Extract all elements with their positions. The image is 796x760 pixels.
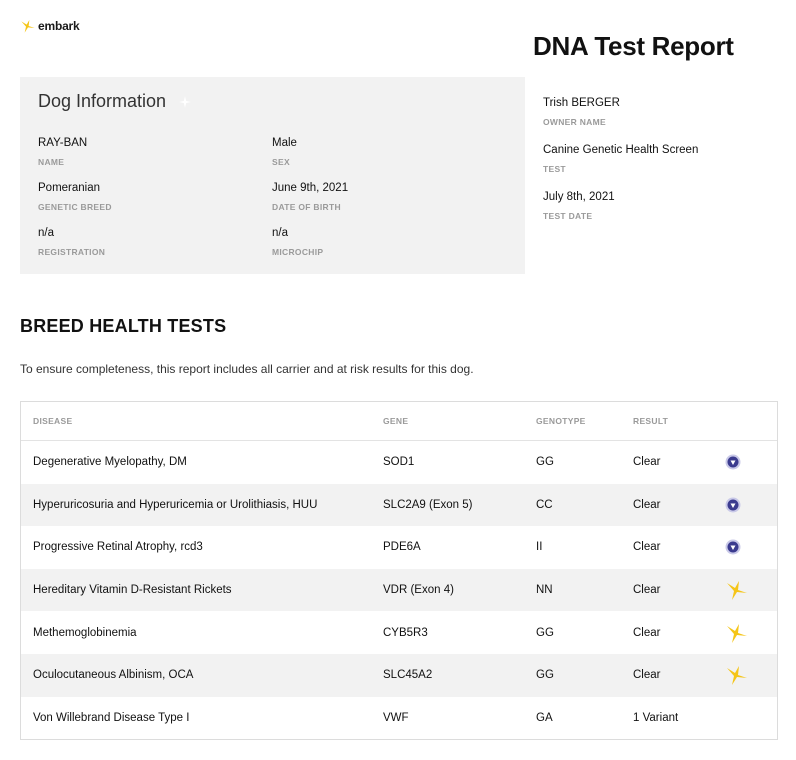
genotype-cell: NN xyxy=(536,584,553,597)
table-row xyxy=(21,697,777,740)
dog-microchip-field xyxy=(272,227,323,257)
dog-registration-field xyxy=(38,227,105,257)
embark-star-icon xyxy=(725,621,749,645)
dog-sex-field xyxy=(272,137,297,167)
result-cell: Clear xyxy=(633,541,661,554)
genotype-cell: CC xyxy=(536,498,553,511)
gene-cell: SLC2A9 (Exon 5) xyxy=(383,498,473,511)
dog-information-panel xyxy=(20,77,525,274)
disease-cell: Hereditary Vitamin D-Resistant Rickets xyxy=(33,584,232,597)
result-cell: Clear xyxy=(633,584,661,597)
result-cell: Clear xyxy=(633,456,661,469)
embark-star-icon xyxy=(725,578,749,602)
genotype-cell: GG xyxy=(536,669,554,682)
result-cell: Clear xyxy=(633,626,661,639)
breed-health-title: BREED HEALTH TESTS xyxy=(20,316,227,336)
breed-health-description: To ensure completeness, this report includes all carrier and at risk results for this dog. xyxy=(20,362,474,376)
embark-logo xyxy=(20,18,80,34)
table-row xyxy=(21,654,777,697)
shield-badge-icon xyxy=(725,497,741,513)
header-gene: GENE xyxy=(383,416,409,426)
table-row xyxy=(21,526,777,569)
dog-sex-label: SEX xyxy=(272,157,290,167)
sparkle-icon xyxy=(178,95,192,109)
report-title: DNA Test Report xyxy=(533,31,734,61)
owner-name-label: OWNER NAME xyxy=(543,117,606,127)
header-disease: DISEASE xyxy=(33,416,73,426)
results-table xyxy=(20,401,778,740)
genotype-cell: II xyxy=(536,541,543,554)
dog-breed-field xyxy=(38,182,112,212)
gene-cell: VWF xyxy=(383,711,409,724)
test-date-label: TEST DATE xyxy=(543,211,593,221)
gene-cell: SLC45A2 xyxy=(383,669,433,682)
disease-cell: Oculocutaneous Albinism, OCA xyxy=(33,669,194,682)
test-date-field xyxy=(543,191,698,221)
disease-cell: Von Willebrand Disease Type I xyxy=(33,711,190,724)
disease-cell: Methemoglobinemia xyxy=(33,626,137,639)
dog-breed-label: GENETIC BREED xyxy=(38,202,112,212)
dog-dob-value: June 9th, 2021 xyxy=(272,182,349,194)
dog-name-field xyxy=(38,137,87,167)
dog-name-value: RAY-BAN xyxy=(38,137,88,149)
dog-breed-value: Pomeranian xyxy=(38,182,101,194)
result-cell: 1 Variant xyxy=(633,711,679,724)
shield-badge-icon xyxy=(725,454,741,470)
owner-name-value: Trish BERGER xyxy=(543,97,620,109)
gene-cell: PDE6A xyxy=(383,541,421,554)
dog-microchip-label: MICROCHIP xyxy=(272,247,324,257)
embark-star-icon xyxy=(20,18,36,34)
table-row xyxy=(21,441,777,484)
dog-name-label: NAME xyxy=(38,157,65,167)
genotype-cell: GA xyxy=(536,711,553,724)
shield-badge-icon xyxy=(725,539,741,555)
disease-cell: Hyperuricosuria and Hyperuricemia or Urolithiasis, HUU xyxy=(33,498,318,511)
embark-star-icon xyxy=(725,663,749,687)
owner-info xyxy=(543,97,698,238)
dog-dob-label: DATE OF BIRTH xyxy=(272,202,341,212)
test-field xyxy=(543,144,698,174)
genotype-cell: GG xyxy=(536,456,554,469)
table-row xyxy=(21,611,777,654)
gene-cell: VDR (Exon 4) xyxy=(383,584,454,597)
disease-cell: Degenerative Myelopathy, DM xyxy=(33,456,187,469)
table-header xyxy=(21,402,777,441)
result-cell: Clear xyxy=(633,669,661,682)
logo-text: embark xyxy=(38,19,80,33)
disease-cell: Progressive Retinal Atrophy, rcd3 xyxy=(33,541,203,554)
dog-registration-label: REGISTRATION xyxy=(38,247,106,257)
test-date-value: July 8th, 2021 xyxy=(543,191,615,203)
test-label: TEST xyxy=(543,164,566,174)
test-value: Canine Genetic Health Screen xyxy=(543,144,699,156)
header-genotype: GENOTYPE xyxy=(536,416,586,426)
dog-registration-value: n/a xyxy=(38,227,54,239)
owner-name-field xyxy=(543,97,698,127)
header-result: RESULT xyxy=(633,416,669,426)
dog-microchip-value: n/a xyxy=(272,227,288,239)
gene-cell: CYB5R3 xyxy=(383,626,428,639)
table-row xyxy=(21,484,777,527)
gene-cell: SOD1 xyxy=(383,456,415,469)
dog-information-heading: Dog Information xyxy=(38,91,167,111)
dog-information-title xyxy=(38,91,192,112)
genotype-cell: GG xyxy=(536,626,554,639)
result-cell: Clear xyxy=(633,498,661,511)
dog-sex-value: Male xyxy=(272,137,297,149)
table-row xyxy=(21,569,777,612)
dog-dob-field xyxy=(272,182,348,212)
